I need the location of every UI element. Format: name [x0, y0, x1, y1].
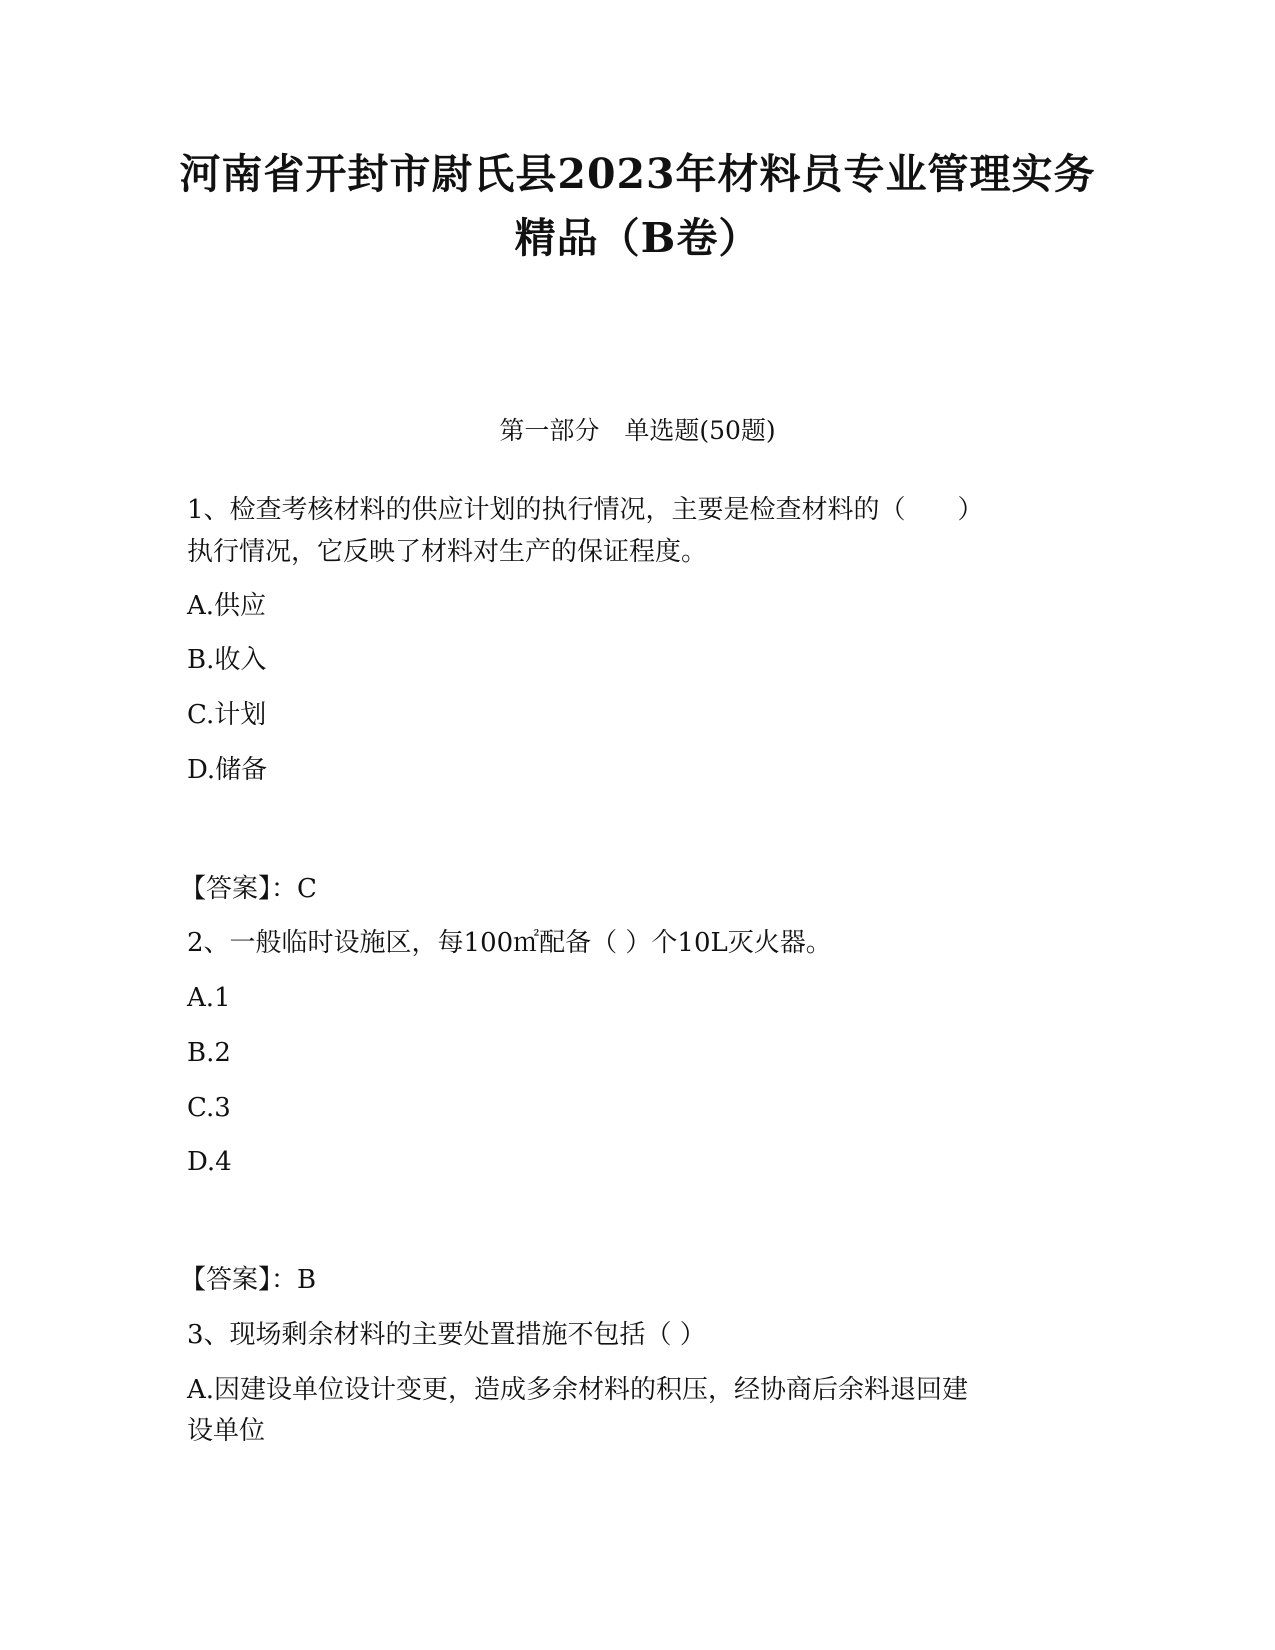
- question-3-option-a-line-1: A.因建设单位设计变更，造成多余材料的积压，经协商后余料退回建: [187, 1375, 969, 1405]
- question-2-option-b: B.2: [187, 1038, 231, 1068]
- question-1-option-c: C.计划: [187, 700, 267, 730]
- question-3-stem: 3、现场剩余材料的主要处置措施不包括（ ）: [187, 1320, 706, 1350]
- document-title-line-1: 河南省开封市尉氏县2023年材料员专业管理实务: [179, 150, 1096, 198]
- section-heading: 第一部分 单选题(50题): [499, 416, 776, 445]
- question-1-answer: 【答案】：C: [180, 874, 317, 904]
- question-2-stem: 2、一般临时设施区，每100㎡配备（ ）个10L灭火器。: [187, 928, 832, 958]
- document-title-line-2: 精品（B卷）: [514, 214, 761, 262]
- question-1-option-d: D.储备: [187, 755, 268, 785]
- question-1-stem-line-2: 执行情况，它反映了材料对生产的保证程度。: [187, 537, 708, 567]
- question-1-option-b: B.收入: [187, 645, 267, 675]
- question-2-option-c: C.3: [187, 1093, 231, 1123]
- question-2-option-a: A.1: [187, 983, 231, 1013]
- question-3-option-a-line-2: 设单位: [187, 1416, 266, 1446]
- question-1-stem-line-1: 1、检查考核材料的供应计划的执行情况，主要是检查材料的（ ）: [187, 495, 984, 525]
- question-1-option-a: A.供应: [187, 591, 267, 621]
- question-2-answer: 【答案】：B: [180, 1265, 317, 1295]
- question-2-option-d: D.4: [187, 1147, 232, 1177]
